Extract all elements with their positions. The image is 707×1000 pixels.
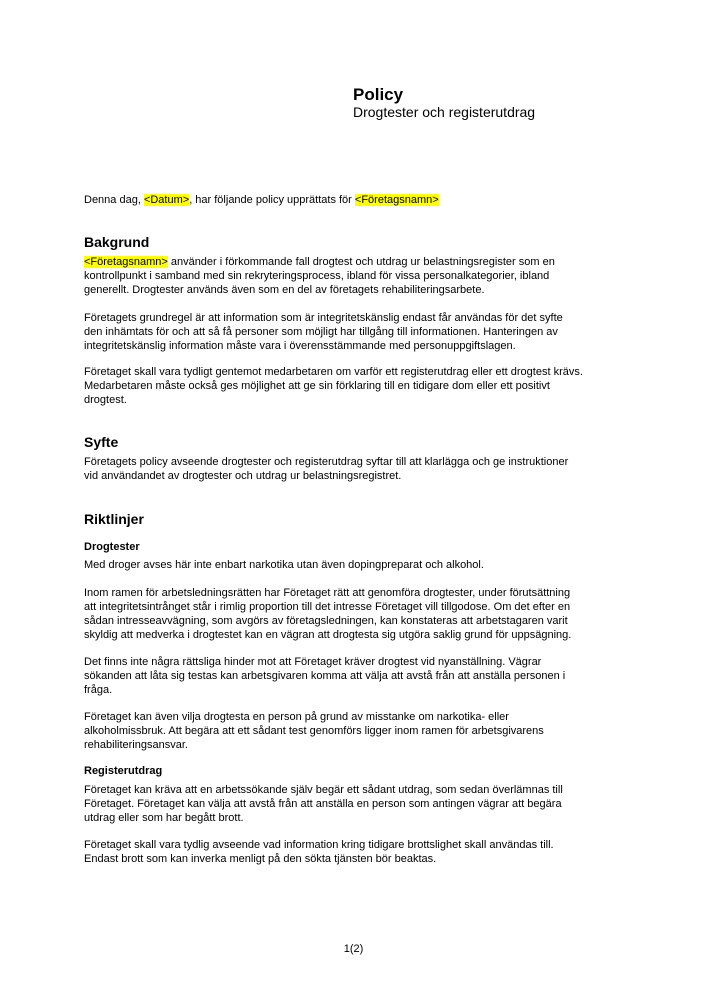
text-line: Endast brott som kan inverka menligt på den sökta tjänsten bör beaktas.: [84, 853, 437, 865]
date-placeholder[interactable]: <Datum>: [143, 194, 190, 206]
text-line: använder i förkommande fall drogtest och utdrag ur belastningsregister som en: [167, 256, 555, 268]
syfte-paragraph: [84, 455, 568, 483]
registerutdrag-paragraph-2: [84, 838, 554, 866]
heading-syfte: Syfte: [84, 434, 119, 450]
subheading-registerutdrag: Registerutdrag: [84, 765, 163, 777]
company-placeholder[interactable]: <Företagsnamn>: [84, 256, 168, 268]
text-line: integritetskänslig information måste vara i överensstämmande med personuppgiftslagen.: [84, 340, 516, 352]
drogtester-paragraph-4: [84, 710, 544, 752]
registerutdrag-paragraph-1: [84, 783, 563, 825]
text-line: generellt. Drogtester används även som en del av företagets rehabiliteringsarbete.: [84, 284, 485, 296]
text-line: Företaget kan även vilja drogtesta en person på grund av misstanke om narkotika- eller: [84, 711, 509, 723]
text-line: Företaget skall vara tydlig avseende vad information kring tidigare brottslighet skall användas till.: [84, 839, 554, 851]
text-line: sådan intresseavvägning, som avgörs av företagsledningen, kan konstateras att arbetstagaren varit: [84, 615, 568, 627]
text-line: Företaget skall vara tydligt gentemot medarbetaren om varför ett registerutdrag eller ett drogtest krävs.: [84, 366, 583, 378]
text-line: Inom ramen för arbetsledningsrätten har Företaget rätt att genomföra drogtester, under förutsättning: [84, 587, 571, 599]
text-line: kontrollpunkt i samband med sin rekryteringsprocess, ibland för vissa personalkategorier, ibland: [84, 270, 550, 282]
text-line: Företaget. Företaget kan välja att avstå från att anställa en person som antingen vägrar att begära: [84, 798, 562, 810]
page-number: 1(2): [343, 943, 364, 955]
text-line: Företagets policy avseende drogtester och registerutdrag syftar till att klarlägga och ge instruktioner: [84, 456, 569, 468]
intro-paragraph: [84, 193, 439, 207]
bakgrund-paragraph-3: [84, 365, 583, 407]
text-line: Medarbetaren måste också ges möjlighet att ge sin förklaring till en tidigare dom eller ett positivt: [84, 380, 550, 392]
company-placeholder[interactable]: <Företagsnamn>: [354, 194, 439, 206]
bakgrund-paragraph-1: [84, 255, 555, 297]
text-line: fråga.: [84, 684, 113, 696]
document-subtitle: Drogtester och registerutdrag: [353, 104, 536, 120]
text-line: Företagets grundregel är att information som är integritetskänslig endast får användas för det syfte: [84, 312, 563, 324]
heading-riktlinjer: Riktlinjer: [84, 511, 144, 527]
text-line: Med droger avses här inte enbart narkotika utan även dopingpreparat och alkohol.: [84, 559, 484, 571]
intro-text: Denna dag,: [84, 194, 144, 206]
drogtester-paragraph-2: [84, 586, 571, 642]
text-line: den inhämtats för och att så få personer som möjligt har tillgång till informationen. Hanteringen av: [84, 326, 558, 338]
text-line: att integritetsintrånget står i rimlig proportion till det intresse Företaget vill tillgodose. Om det efter en: [84, 601, 571, 613]
text-line: drogtest.: [84, 394, 127, 406]
drogtester-paragraph-1: [84, 558, 484, 572]
document-title: Policy: [353, 85, 404, 104]
text-line: skyldig att medverka i drogtestet kan en vägran att drogtesta sig utgöra saklig grund för uppsägning.: [84, 629, 572, 641]
text-line: alkoholmissbruk. Att begära att ett sådant test genomförs ligger inom ramen för arbetsgivarens: [84, 725, 544, 737]
text-line: Det finns inte några rättsliga hinder mot att Företaget kräver drogtest vid nyanställning. Vägrar: [84, 656, 542, 668]
text-line: rehabiliteringsansvar.: [84, 739, 188, 751]
drogtester-paragraph-3: [84, 655, 565, 697]
text-line: utdrag eller som har begått brott.: [84, 812, 244, 824]
text-line: sökanden att låta sig testas kan arbetsgivaren komma att välja att avstå från att anställa personen i: [84, 670, 566, 682]
intro-text: , har följande policy upprättats för: [189, 194, 355, 206]
subheading-drogtester: Drogtester: [84, 541, 140, 553]
text-line: vid användandet av drogtester och utdrag ur belastningsregistret.: [84, 470, 402, 482]
bakgrund-paragraph-2: [84, 311, 563, 353]
text-line: Företaget kan kräva att en arbetssökande själv begär ett sådant utdrag, som sedan överlämnas till: [84, 784, 563, 796]
heading-bakgrund: Bakgrund: [84, 234, 150, 250]
